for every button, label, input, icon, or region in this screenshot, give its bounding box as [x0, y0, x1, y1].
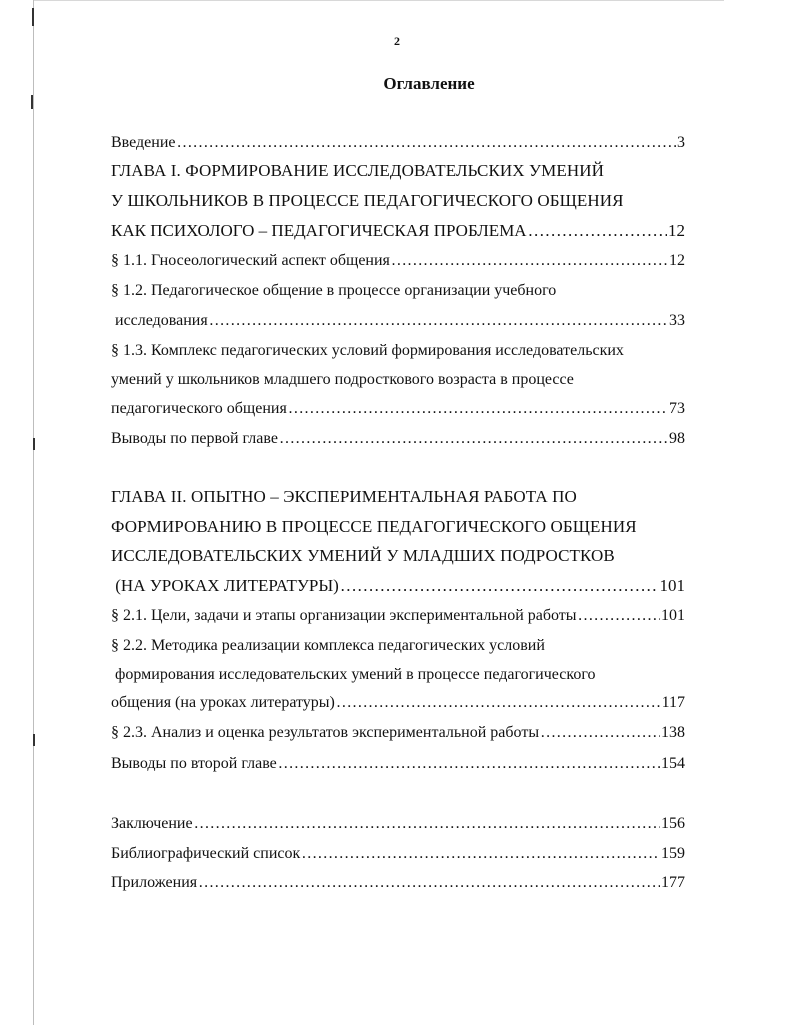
entry-label: § 2.1. Цели, задачи и этапы организации экспериментальной работы [111, 607, 577, 624]
chapter1-heading-line1: ГЛАВА I. ФОРМИРОВАНИЕ ИССЛЕДОВАТЕЛЬСКИХ УМЕНИЙ [111, 161, 604, 180]
toc-entry-conclusion[interactable] [111, 814, 685, 834]
entry-label: Приложения [111, 874, 198, 891]
section-2-2-line1: § 2.2. Методика реализации комплекса педагогических условий [111, 637, 545, 654]
scan-artifact [31, 95, 33, 109]
section-1-3-line1: § 1.3. Комплекс педагогических условий формирования исследовательских [111, 342, 624, 359]
entry-label: общения (на уроках литературы) [111, 694, 335, 711]
section-2-2-line2: формирования исследовательских умений в процессе педагогического [111, 666, 596, 683]
dot-leader [301, 844, 660, 864]
entry-page: 12 [668, 221, 685, 240]
entry-label: § 1.1. Гносеологический аспект общения [111, 252, 390, 269]
toc-entry-chapter1[interactable] [111, 221, 685, 241]
dot-leader [278, 754, 660, 774]
toc-entry-bibliography[interactable] [111, 844, 685, 864]
toc-entry-chapter1-conclusions[interactable] [111, 429, 685, 449]
toc-entry-section-1-2[interactable] [111, 311, 685, 331]
dot-leader [279, 429, 668, 449]
entry-page: 12 [669, 252, 685, 269]
toc-title: Оглавление [383, 74, 475, 93]
toc-entry-section-2-2[interactable] [111, 693, 685, 713]
entry-label: исследования [111, 312, 208, 329]
dot-leader [528, 221, 667, 241]
entry-label: педагогического общения [111, 400, 287, 417]
toc-entry-section-1-3[interactable] [111, 399, 685, 419]
dot-leader [288, 399, 668, 419]
entry-label: § 2.3. Анализ и оценка результатов экспериментальной работы [111, 724, 540, 741]
chapter1-heading-line2: У ШКОЛЬНИКОВ В ПРОЦЕССЕ ПЕДАГОГИЧЕСКОГО ОБЩЕНИЯ [111, 191, 624, 210]
entry-page: 159 [661, 845, 685, 862]
toc-entry-section-1-1[interactable] [111, 251, 685, 271]
entry-page: 73 [669, 400, 685, 417]
chapter2-heading-line1: ГЛАВА II. ОПЫТНО – ЭКСПЕРИМЕНТАЛЬНАЯ РАБОТА ПО [111, 487, 577, 506]
dot-leader [340, 576, 659, 596]
entry-page: 33 [669, 312, 685, 329]
entry-label: (НА УРОКАХ ЛИТЕРАТУРЫ) [111, 576, 339, 595]
entry-label: Заключение [111, 815, 193, 832]
entry-label: Введение [111, 134, 176, 151]
entry-label: Библиографический список [111, 845, 301, 862]
scan-artifact [33, 438, 35, 450]
entry-label: Выводы по второй главе [111, 755, 277, 772]
toc-entry-appendices[interactable] [111, 873, 685, 893]
section-1-2-line1: § 1.2. Педагогическое общение в процессе организации учебного [111, 282, 557, 299]
dot-leader [578, 606, 660, 626]
dot-leader [198, 873, 660, 893]
entry-page: 3 [677, 134, 685, 151]
entry-page: 177 [661, 874, 685, 891]
page-number: 2 [394, 34, 400, 48]
chapter2-heading-line2: ФОРМИРОВАНИЮ В ПРОЦЕССЕ ПЕДАГОГИЧЕСКОГО ОБЩЕНИЯ [111, 517, 637, 536]
toc-entry-chapter2[interactable] [111, 576, 685, 596]
entry-page: 138 [661, 724, 685, 741]
entry-label: КАК ПСИХОЛОГО – ПЕДАГОГИЧЕСКАЯ ПРОБЛЕМА [111, 221, 527, 240]
entry-page: 101 [661, 607, 685, 624]
entry-page: 101 [659, 576, 685, 595]
scan-artifact [33, 734, 35, 746]
entry-page: 117 [661, 694, 685, 711]
toc-entry-section-2-1[interactable] [111, 606, 685, 626]
dot-leader [209, 311, 668, 331]
entry-label: Выводы по первой главе [111, 430, 278, 447]
section-1-3-line2: умений у школьников младшего подросткового возраста в процессе [111, 371, 574, 388]
toc-entry-chapter2-conclusions[interactable] [111, 754, 685, 774]
scan-left-edge [33, 0, 34, 1025]
scan-artifact [32, 8, 34, 26]
entry-page: 154 [661, 755, 685, 772]
dot-leader [336, 693, 661, 713]
dot-leader [540, 723, 660, 743]
toc-entry-section-2-3[interactable] [111, 723, 685, 743]
dot-leader [391, 251, 668, 271]
toc-entry-intro[interactable] [111, 133, 685, 153]
dot-leader [177, 133, 677, 153]
chapter2-heading-line3: ИССЛЕДОВАТЕЛЬСКИХ УМЕНИЙ У МЛАДШИХ ПОДРОСТКОВ [111, 546, 615, 565]
dot-leader [194, 814, 660, 834]
entry-page: 98 [669, 430, 685, 447]
scan-top-edge [34, 0, 724, 1]
entry-page: 156 [661, 815, 685, 832]
